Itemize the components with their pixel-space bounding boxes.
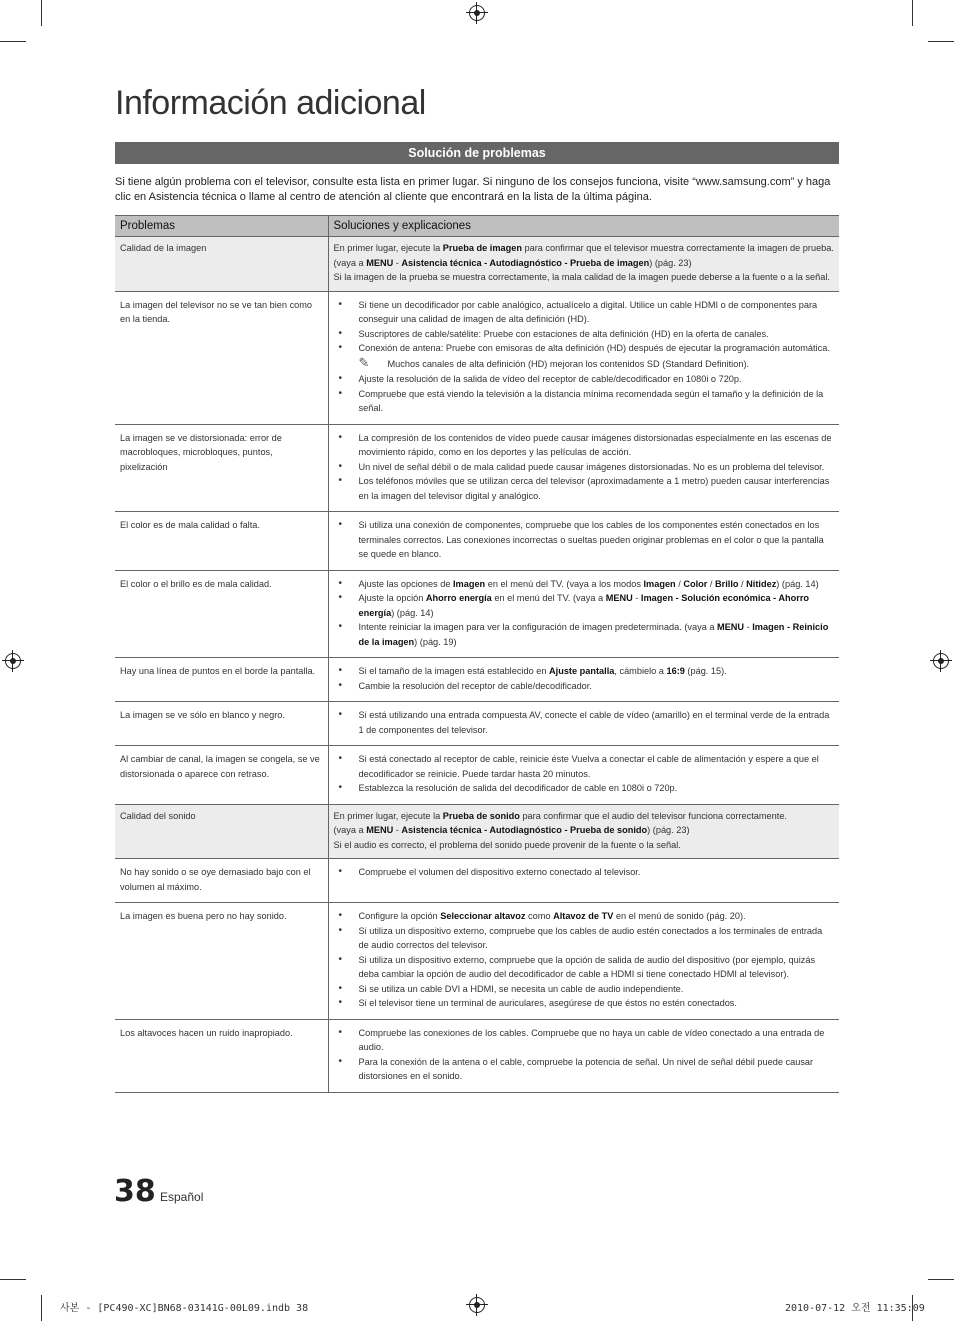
solution-bullet: • Si utiliza un dispositivo externo, compruebe que los cables de audio estén conectados a los terminales de entrada de audio correctos del televisor. (334, 924, 835, 953)
solution-bullet: • Para la conexión de la antena o el cable, compruebe la potencia de señal. Un nivel de señal débil puede causar distorsiones en el sonido. (334, 1055, 835, 1084)
solution-bullet: • Compruebe el volumen del dispositivo externo conectado al televisor. (334, 865, 835, 880)
problem-cell: La imagen se ve sólo en blanco y negro. (115, 702, 328, 746)
solution-bullet: • Conexión de antena: Pruebe con emisoras de alta definición (HD) después de ejecutar la programación automática. (334, 341, 835, 356)
crop-mark (912, 0, 913, 26)
crop-mark (41, 0, 42, 26)
page-number: 38 (114, 1174, 156, 1209)
problem-cell: La imagen es buena pero no hay sonido. (115, 903, 328, 1020)
solution-bullet: • Ajuste la opción Ahorro energía en el menú del TV. (vaya a MENU - Imagen - Solución económica - Ahorro energía) (pág. 14) (334, 591, 835, 620)
problem-cell: Calidad de la imagen (115, 237, 328, 292)
table-row (115, 702, 839, 746)
registration-mark-icon (933, 653, 949, 669)
solution-cell (328, 658, 839, 702)
solution-cell (328, 702, 839, 746)
table-row (115, 512, 839, 571)
solution-bullet: • Configure la opción Seleccionar altavoz como Altavoz de TV en el menú de sonido (pág. 20). (334, 909, 835, 924)
table-row (115, 903, 839, 1020)
table-row (115, 424, 839, 512)
problem-cell: El color o el brillo es de mala calidad. (115, 570, 328, 658)
problem-cell: Calidad del sonido (115, 804, 328, 859)
registration-mark-icon (469, 1297, 485, 1313)
table-row (115, 291, 839, 424)
header-solutions: Soluciones y explicaciones (328, 216, 839, 237)
crop-mark (928, 41, 954, 42)
solution-cell (328, 1019, 839, 1092)
solution-bullet: • Si tiene un decodificador por cable analógico, actualícelo a digital. Utilice un cable HDMI o de componentes para conseguir una calidad de imagen de alta definición (HD). (334, 298, 835, 327)
footer-file-info: 사본 - [PC490-XC]BN68-03141G-00L09.indb 38 (60, 1303, 309, 1314)
problem-cell: El color es de mala calidad o falta. (115, 512, 328, 571)
solution-cell: En primer lugar, ejecute la Prueba de sonido para confirmar que el audio del televisor funciona correctamente. (vaya a MENU - Asistencia técnica - Autodiagnóstico - Prueba de sonido) (pág. 23) Si el audio es correcto, el problema del sonido puede provenir de la fuente o la señal. (328, 804, 839, 859)
solution-cell (328, 903, 839, 1020)
table-row (115, 859, 839, 903)
troubleshooting-table (115, 215, 839, 1093)
footer-date-info: 2010-07-12 오전 11:35:09 (785, 1303, 925, 1314)
solution-cell (328, 746, 839, 805)
page-language: Español (160, 1190, 204, 1204)
solution-bullet: • Cambie la resolución del receptor de cable/decodificador. (334, 679, 835, 694)
solution-cell: En primer lugar, ejecute la Prueba de imagen para confirmar que el televisor muestra correctamente la imagen de prueba. (vaya a MENU - Asistencia técnica - Autodiagnóstico - Prueba de imagen) (pág. 23) Si la imagen de la prueba se muestra correctamente, la mala calidad de la imagen puede deberse a la fuente o a la señal. (328, 237, 839, 292)
solution-cell (328, 424, 839, 512)
solution-bullet: • Si el televisor tiene un terminal de auriculares, asegúrese de que éstos no estén conectados. (334, 996, 835, 1011)
problem-cell: Los altavoces hacen un ruido inapropiado. (115, 1019, 328, 1092)
solution-bullet: • Ajuste la resolución de la salida de vídeo del receptor de cable/decodificador en 1080i o 720p. (334, 372, 835, 387)
solution-bullet: • Compruebe las conexiones de los cables. Compruebe que no haya un cable de vídeo conectado a una entrada de audio. (334, 1026, 835, 1055)
crop-mark (928, 1279, 954, 1280)
solution-bullet: • Si está utilizando una entrada compuesta AV, conecte el cable de vídeo (amarillo) en el terminal verde de la entrada 1 de componentes del televisor. (334, 708, 835, 737)
table-row (115, 746, 839, 805)
crop-mark (41, 1295, 42, 1321)
solution-bullet: • Si se utiliza un cable DVI a HDMI, se necesita un cable de audio independiente. (334, 982, 835, 997)
solution-cell (328, 512, 839, 571)
problem-cell: Al cambiar de canal, la imagen se congela, se ve distorsionada o aparece con retraso. (115, 746, 328, 805)
table-body (115, 237, 839, 1093)
solution-bullet: • Si está conectado al receptor de cable, reinicie éste Vuelva a conectar el cable de alimentación y espere a que el decodificador se reinicie. Puede tardar hasta 20 minutos. (334, 752, 835, 781)
header-problems: Problemas (115, 216, 328, 237)
intro-paragraph: Si tiene algún problema con el televisor, consulte esta lista en primer lugar. Si ninguno de los consejos funciona, visite “www.samsung.com” y haga clic en Asistencia técnica o llame al centro de atención al cliente que encontrará en la lista de la última página. (115, 176, 831, 203)
solution-bullet: • Intente reiniciar la imagen para ver la configuración de imagen predeterminada. (vaya a MENU - Imagen - Reinicio de la imagen) (pág. 19) (334, 620, 835, 649)
table-row (115, 237, 839, 292)
solution-cell (328, 570, 839, 658)
solution-bullet: • Ajuste las opciones de Imagen en el menú del TV. (vaya a los modos Imagen / Color / Brillo / Nitidez) (pág. 14) (334, 577, 835, 592)
table-row (115, 804, 839, 859)
registration-mark-icon (469, 5, 485, 21)
solution-bullet: • Compruebe que está viendo la televisión a la distancia mínima recomendada según el tamaño y la definición de la señal. (334, 387, 835, 416)
page-title: Información adicional (115, 84, 426, 122)
crop-mark (0, 41, 26, 42)
crop-mark (0, 1279, 26, 1280)
solution-bullet: • Si utiliza un dispositivo externo, compruebe que la opción de salida de audio del dispositivo (por ejemplo, quizás deba cambiar la opción de audio del decodificador de cable a HDMI si tiene conectado HDMI al televisor). (334, 953, 835, 982)
solution-cell (328, 859, 839, 903)
solution-bullet: • Si el tamaño de la imagen está establecido en Ajuste pantalla, cámbielo a 16:9 (pág. 15). (334, 664, 835, 679)
table-row (115, 1019, 839, 1092)
solution-bullet: • Los teléfonos móviles que se utilizan cerca del televisor (aproximadamente a 1 metro) pueden causar interferencias en la imagen del televisor digital y analógico. (334, 474, 835, 503)
solution-bullet: • Establezca la resolución de salida del decodificador de cable en 1080i o 720p. (334, 781, 835, 796)
solution-bullet: • La compresión de los contenidos de vídeo puede causar imágenes distorsionadas especialmente en las escenas de movimiento rápido, como en los deportes y las películas de acción. (334, 431, 835, 460)
note-pencil-icon: ✎ (358, 354, 370, 370)
solution-bullet: • Un nivel de señal débil o de mala calidad puede causar imágenes distorsionadas. No es un problema del televisor. (334, 460, 835, 475)
table-header-row (115, 216, 839, 237)
table-row (115, 658, 839, 702)
table-row (115, 570, 839, 658)
problem-cell: Hay una línea de puntos en el borde la pantalla. (115, 658, 328, 702)
section-title-bar: Solución de problemas (115, 142, 839, 164)
problem-cell: No hay sonido o se oye demasiado bajo con el volumen al máximo. (115, 859, 328, 903)
solution-note: ✎ Muchos canales de alta definición (HD) mejoran los contenidos SD (Standard Definition). (358, 354, 750, 370)
solution-cell (328, 291, 839, 424)
solution-bullet: • Si utiliza una conexión de componentes, compruebe que los cables de los componentes estén conectados en los terminales correctos. Las conexiones incorrectas o sueltas pueden originar problemas en el color o que la pantalla se quede en blanco. (334, 518, 835, 562)
registration-mark-icon (5, 653, 21, 669)
solution-bullet: • Suscriptores de cable/satélite: Pruebe con estaciones de alta definición (HD) en la oferta de canales. (334, 327, 835, 342)
problem-cell: La imagen se ve distorsionada: error de macrobloques, microbloques, puntos, pixelización (115, 424, 328, 512)
problem-cell: La imagen del televisor no se ve tan bien como en la tienda. (115, 291, 328, 424)
